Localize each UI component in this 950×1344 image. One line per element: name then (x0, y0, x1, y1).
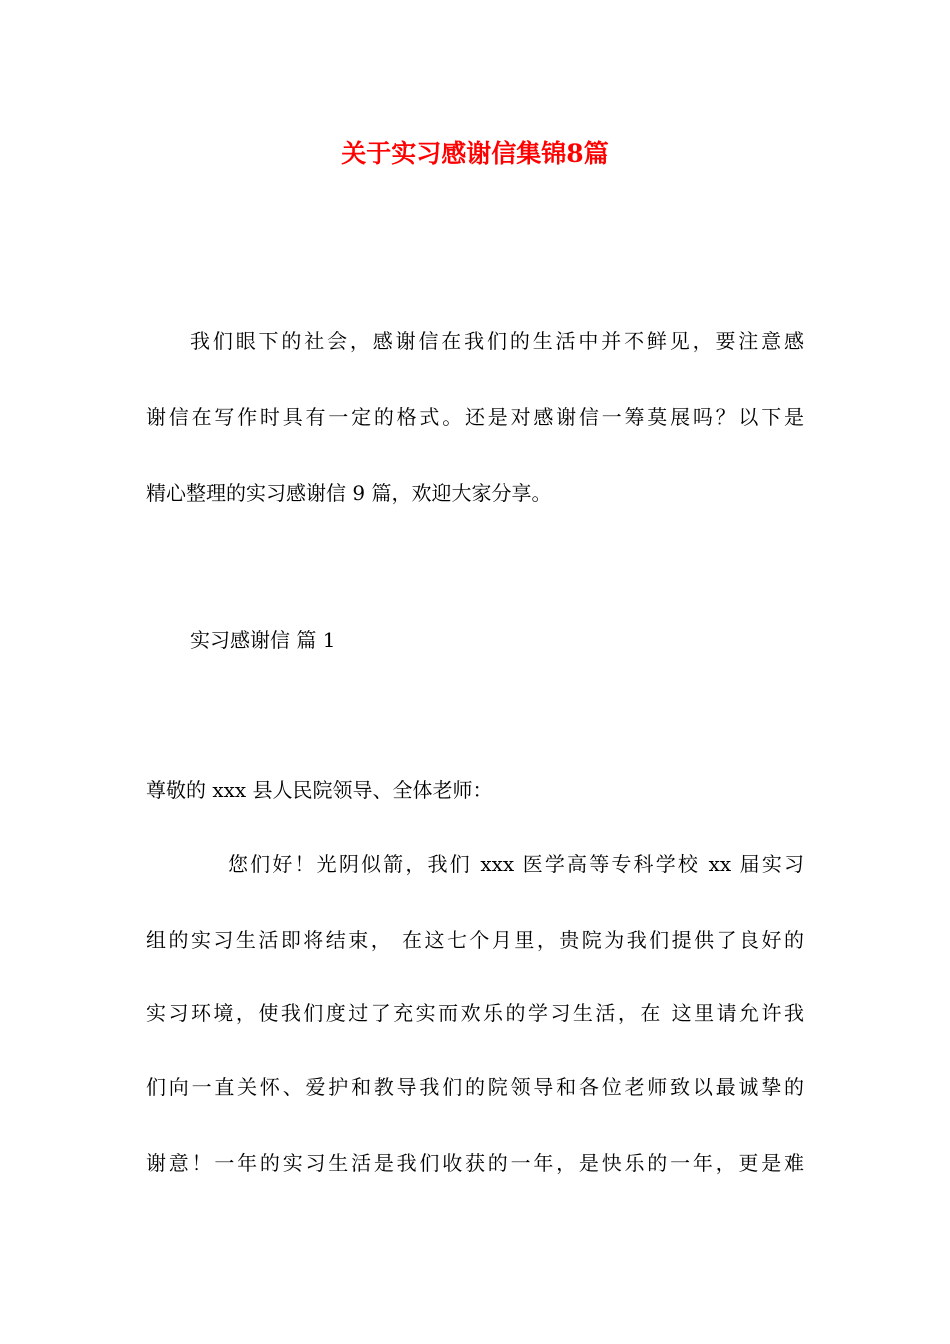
intro-line-1: 我们眼下的社会，感谢信在我们的生活中并不鲜见，要注意感 (190, 329, 804, 353)
letter-line-1: 您们好！光阴似箭，我们 xxx 医学高等专科学校 xx 届实习 (228, 852, 804, 876)
letter-line-3: 实习环境，使我们度过了充实而欢乐的学习生活，在 这里请允许我 (146, 1001, 804, 1025)
letter-line-4: 们向一直关怀、爱护和教导我们的院领导和各位老师致以最诚挚的 (146, 1075, 804, 1099)
intro-line-2: 谢信在写作时具有一定的格式。还是对感谢信一筹莫展吗？以下是 (146, 405, 804, 429)
document-title: 关于实习感谢信集锦8篇 (341, 139, 609, 168)
intro-line-3: 精心整理的实习感谢信 9 篇，欢迎大家分享。 (146, 481, 552, 505)
letter-line-5: 谢意！一年的实习生活是我们收获的一年，是快乐的一年，更是难 (146, 1151, 804, 1175)
letter-salutation: 尊敬的 xxx 县人民院领导、全体老师： (146, 778, 493, 802)
letter-line-2: 组的实习生活即将结束， 在这七个月里，贵院为我们提供了良好的 (146, 928, 804, 952)
section-heading: 实习感谢信 篇 1 (190, 628, 336, 652)
